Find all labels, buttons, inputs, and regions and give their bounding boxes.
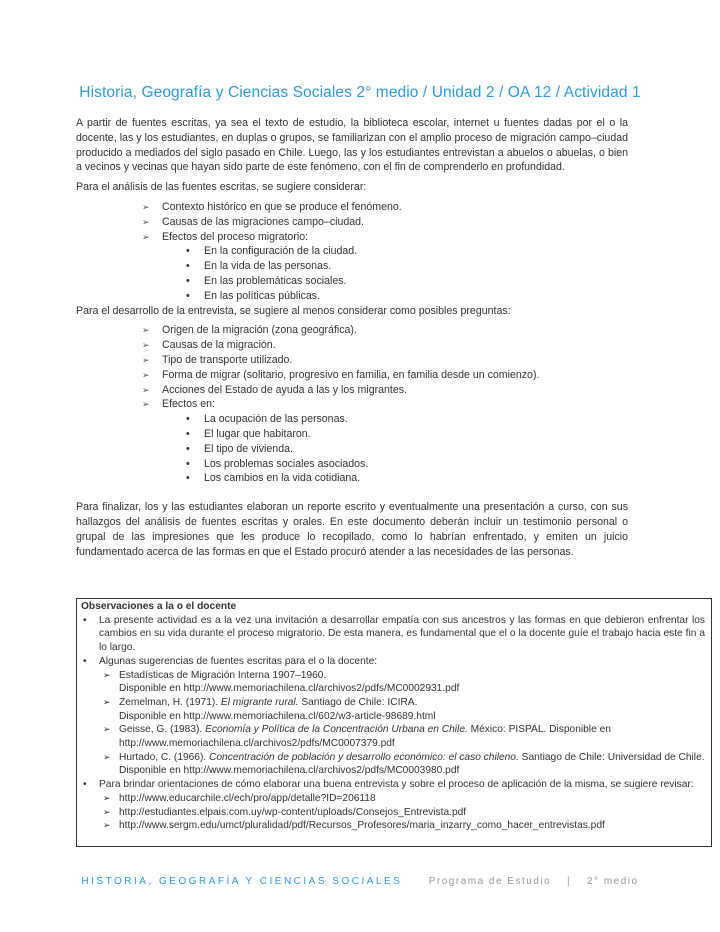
dot-bullet-icon: • xyxy=(83,655,87,667)
suggested-sources-list xyxy=(99,669,705,779)
interview-lead: Para el desarrollo de la entrevista, se sugiere al menos considerar como posibles preguntas: xyxy=(76,304,511,317)
list-item: ➢ Efectos del proceso migratorio: • En la configuración de la ciudad. • En la vida de las personas. • En las problemáticas sociales. • En las políticas públicas. xyxy=(76,230,628,304)
interview-links-list xyxy=(99,792,705,833)
list-item xyxy=(99,819,705,833)
written-sources-list xyxy=(76,200,628,304)
effects-sublist xyxy=(162,244,628,303)
list-item: • En la vida de las personas. xyxy=(186,260,332,273)
list-item: ➢ Contexto histórico en que se produce el fenómeno. xyxy=(142,200,402,213)
square-bullet-icon: ➢ xyxy=(142,384,150,395)
page-title: Historia, Geografía y Ciencias Sociales 2° medio / Unidad 2 / OA 12 / Actividad 1 xyxy=(79,84,641,101)
square-bullet-icon: ➢ xyxy=(142,399,150,410)
list-item xyxy=(99,806,705,820)
arrow-bullet-icon: ➢ xyxy=(103,696,111,707)
list-item: • Algunas sugerencias de fuentes escritas para el o la docente: ➢ Estadísticas de Migración Interna 1907–1960. Disponible en http://www.memoriachilena.cl/archivos2/pdfs/MC0002931.pdf ➢ Zemelman, H. (1971). El migrante rural. Santiago de Chile: ICIRA. Disponible en http://www.memoriachilena.cl/602/w3-article-98689.html ➢ Geisse, G. (1983). Economía y Política de la Concentración Urbana en Chile. México: PISPAL. Disponible en http://www.memoriachilena.cl/archivos2/pdfs/MC0007379.pdf ➢ Hurtado, C. (1966). Concentración de población y desarrollo económico: el caso chileno. Santiago de Chile: Universidad de Chile. Disponible en http://www.memoriachilena.cl/archivos2/pdfs/MC0003980.pdf xyxy=(83,655,705,777)
page-footer xyxy=(0,876,720,887)
interview-questions-list xyxy=(76,323,628,486)
square-bullet-icon: ➢ xyxy=(142,369,150,380)
footer-program: Programa de Estudio xyxy=(428,876,552,887)
closing-paragraph: Para finalizar, los y las estudiantes elaboran un reporte escrito y eventualmente una presentación a curso, con sus hallazgos del análisis de fuentes escritas y orales. En este documento deberán incluir un testimonio personal o grupal de las impresiones que les produce lo recopilado, como lo habrían enfrentado, y emiten un juicio fundamentado acerca de las formas en que el Estado procuró atender a las necesidades de las personas. xyxy=(76,501,628,558)
dot-bullet-icon: • xyxy=(186,457,190,470)
dot-bullet-icon: • xyxy=(186,274,190,287)
dot-bullet-icon: • xyxy=(186,289,190,302)
square-bullet-icon: ➢ xyxy=(142,325,150,336)
list-item: ➢ Estadísticas de Migración Interna 1907–1960. Disponible en http://www.memoriachilena.cl/archivos2/pdfs/MC0002931.pdf xyxy=(103,669,460,695)
teacher-observations-box xyxy=(76,598,712,847)
list-item: ➢ Tipo de transporte utilizado. xyxy=(142,353,293,366)
resource-link[interactable]: http://www.sergm.edu/umct/pluralidad/pdf/Recursos_Profesores/maria_inzarry_como_hacer_entrevistas.pdf xyxy=(119,820,605,832)
resource-link[interactable]: http://estudiantes.elpais.com.uy/wp-content/uploads/Consejos_Entrevista.pdf xyxy=(119,806,467,818)
list-item: ➢ Zemelman, H. (1971). El migrante rural. Santiago de Chile: ICIRA. Disponible en http://www.memoriachilena.cl/602/w3-article-98689.html xyxy=(103,696,436,722)
list-item: • En las políticas públicas. xyxy=(186,289,321,302)
footer-grade: 2° medio xyxy=(586,876,639,887)
list-item: ➢ Acciones del Estado de ayuda a las y los migrantes. xyxy=(142,383,407,396)
square-bullet-icon: ➢ xyxy=(142,216,150,227)
list-item: • En las problemáticas sociales. xyxy=(186,274,347,287)
square-bullet-icon: ➢ xyxy=(142,354,150,365)
arrow-bullet-icon: ➢ xyxy=(103,792,111,803)
dot-bullet-icon: • xyxy=(83,614,87,626)
square-bullet-icon: ➢ xyxy=(142,340,150,351)
resource-link[interactable]: http://www.educarchile.cl/ech/pro/app/detalle?ID=206118 xyxy=(119,792,376,804)
list-item: • El lugar que habitaron. xyxy=(186,427,311,440)
list-item: ➢ Causas de las migraciones campo–ciudad. xyxy=(142,215,364,228)
dot-bullet-icon: • xyxy=(83,779,87,791)
list-item: ➢ Geisse, G. (1983). Economía y Política de la Concentración Urbana en Chile. México: PISPAL. Disponible en http://www.memoriachilena.cl/archivos2/pdfs/MC0007379.pdf xyxy=(103,724,611,750)
list-item: • En la configuración de la ciudad. xyxy=(186,245,358,258)
arrow-bullet-icon: ➢ xyxy=(103,806,111,817)
square-bullet-icon: ➢ xyxy=(142,231,150,242)
activity-body xyxy=(76,116,628,559)
list-item xyxy=(99,792,705,806)
list-item: ➢ Origen de la migración (zona geográfica). xyxy=(142,324,357,337)
list-item: ➢ Hurtado, C. (1966). Concentración de población y desarrollo económico: el caso chileno. Santiago de Chile: Universidad de Chile. Disponible en http://www.memoriachilena.cl/archivos2/pdfs/MC0003980.pdf xyxy=(103,751,705,777)
arrow-bullet-icon: ➢ xyxy=(103,724,111,735)
arrow-bullet-icon: ➢ xyxy=(103,751,111,762)
written-sources-lead: Para el análisis de las fuentes escritas, se sugiere considerar: xyxy=(76,181,367,194)
dot-bullet-icon: • xyxy=(186,260,190,273)
list-item: ➢ Forma de migrar (solitario, progresivo en familia, en familia desde un comienzo). xyxy=(142,368,540,381)
list-item: • Para brindar orientaciones de cómo elaborar una buena entrevista y sobre el proceso de aplicación de la misma, se sugiere revisar: ➢ http://www.educarchile.cl/ech/pro/app/detalle?ID=206118 ➢ http://estudiantes.elpais.com.uy/wp-content/uploads/Consejos_Entrevista.pdf ➢ http://www.sergm.edu/umct/pluralidad/pdf/Recursos_Profesores/maria_inzarry_como_hacer_entrevistas.pdf xyxy=(77,778,711,833)
list-item: • Los problemas sociales asociados. xyxy=(186,457,369,470)
dot-bullet-icon: • xyxy=(186,472,190,485)
observations-title: Observaciones a la o el docente xyxy=(81,601,237,612)
list-item: • La presente actividad es a la vez una invitación a desarrollar empatía con sus ancestros y las formas en que debieron enfrentar los cambios en su vida durante el proceso migratorio. De esta manera, es fundamental que el o la docente guíe el trabajo hacia este fin a lo largo. xyxy=(83,614,705,654)
list-item: ➢ Causas de la migración. xyxy=(142,339,276,352)
dot-bullet-icon: • xyxy=(186,413,190,426)
arrow-bullet-icon: ➢ xyxy=(103,820,111,831)
list-item: • La ocupación de las personas. xyxy=(186,413,348,426)
list-item: • El tipo de vivienda. xyxy=(186,442,293,455)
footer-separator: | xyxy=(567,876,572,887)
footer-subject: HISTORIA, GEOGRAFÍA Y CIENCIAS SOCIALES xyxy=(81,876,403,887)
dot-bullet-icon: • xyxy=(186,442,190,455)
square-bullet-icon: ➢ xyxy=(142,201,150,212)
list-item: ➢ Efectos en: • La ocupación de las personas. • El lugar que habitaron. • El tipo de vivienda. • Los problemas sociales asociados. • Los cambios en la vida cotidiana. xyxy=(76,397,628,486)
dot-bullet-icon: • xyxy=(186,427,190,440)
arrow-bullet-icon: ➢ xyxy=(103,669,111,680)
intro-paragraph: A partir de fuentes escritas, ya sea el texto de estudio, la biblioteca escolar, internet u fuentes dadas por el o la docente, las y los estudiantes, en duplas o grupos, se familiarizan con el amplio proceso de migración campo–ciudad producido a mediados del siglo pasado en Chile. Luego, las y los estudiantes entrevistan a abuelos o abuelas, o bien a vecinos y vecinas que hayan sido parte de este fenómeno, con el fin de comprenderlo en profundidad. xyxy=(76,117,628,174)
effects-on-sublist xyxy=(162,412,628,486)
observations-list xyxy=(77,614,711,833)
dot-bullet-icon: • xyxy=(186,245,190,258)
list-item: • Los cambios en la vida cotidiana. xyxy=(186,472,361,485)
